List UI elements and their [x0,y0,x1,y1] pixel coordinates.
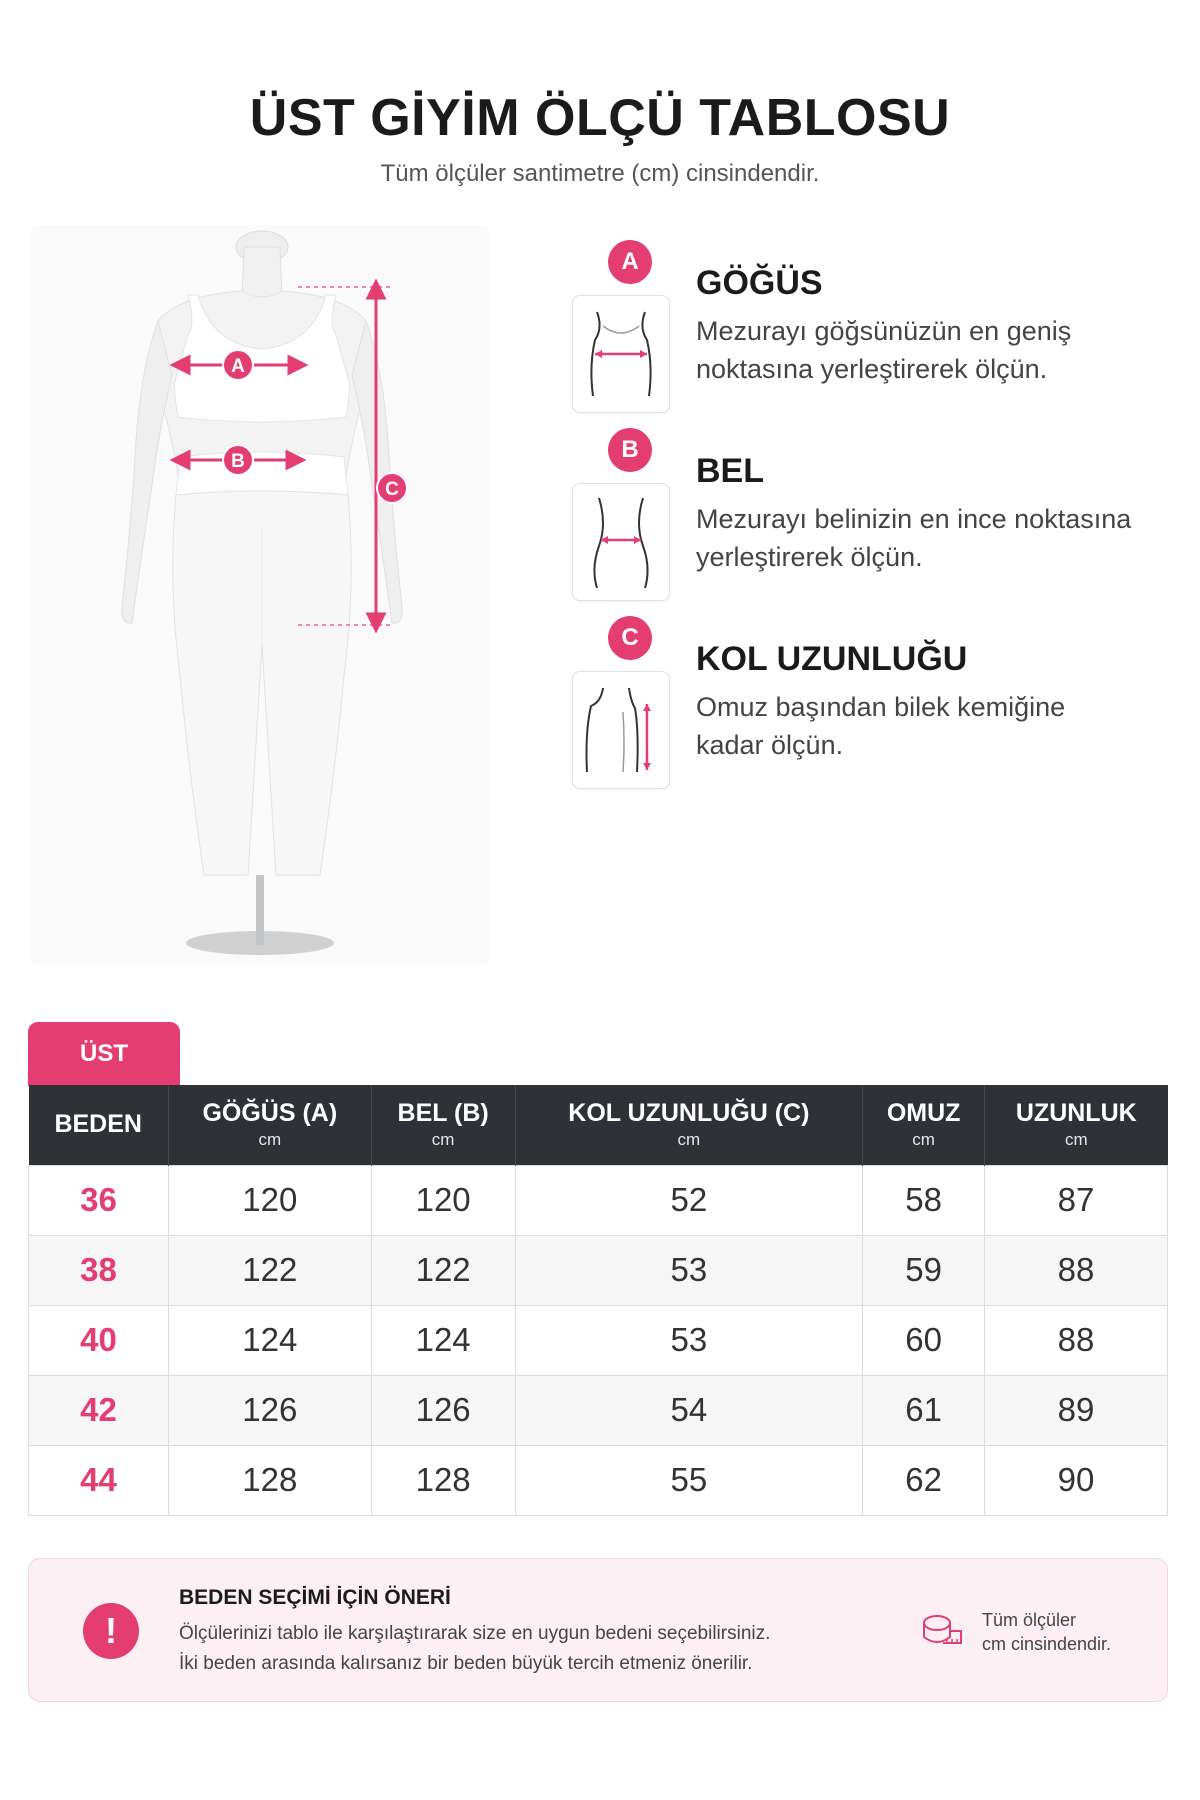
table-cell: 124 [371,1305,515,1375]
tab-ust[interactable]: ÜST [28,1022,180,1086]
note-line: İki beden arasında kalırsanız bir beden büyük tercih etmeniz önerilir. [179,1653,753,1674]
column-header-unit: cm [258,1130,282,1150]
measurement-steps [572,240,1172,804]
size-cell: 40 [29,1305,169,1375]
sleeve-measure-icon [572,671,670,789]
column-header-label: GÖĞÜS (A) [202,1099,338,1128]
chest-measure-icon [572,295,670,413]
table-cell: 122 [168,1235,371,1305]
table-row [29,1305,1168,1375]
note-side-line: Tüm ölçüler [982,1610,1077,1630]
size-cell: 44 [29,1445,169,1515]
step-description-line: Omuz başından bilek kemiğine [696,692,1066,722]
measuring-tape-icon [921,1611,963,1651]
table-cell: 124 [168,1305,371,1375]
column-header-sleeve [515,1085,863,1165]
step-title: KOL UZUNLUĞU [696,640,968,678]
column-header-label: UZUNLUK [1015,1099,1137,1128]
label-a: A [231,356,245,377]
table-cell: 58 [863,1165,985,1235]
size-cell: 42 [29,1375,169,1445]
step-description-line: Mezurayı göğsünüzün en geniş [696,316,1072,346]
size-cell: 36 [29,1165,169,1235]
exclamation-icon: ! [83,1603,139,1659]
page-subtitle: Tüm ölçüler santimetre (cm) cinsindendir. [380,160,820,187]
step-description-line: kadar ölçün. [696,730,844,760]
table-cell: 128 [168,1445,371,1515]
table-cell: 122 [371,1235,515,1305]
table-cell: 126 [371,1375,515,1445]
step-description-line: Mezurayı belinizin en ince noktasına [696,504,1132,534]
table-cell: 90 [985,1445,1168,1515]
step-description [696,312,1166,388]
column-header-unit: cm [677,1130,701,1150]
step-description-line: noktasına yerleştirerek ölçün. [696,354,1048,384]
waist-measure-icon [572,483,670,601]
table-row [29,1235,1168,1305]
table-cell: 120 [371,1165,515,1235]
table-cell: 126 [168,1375,371,1445]
step-badge: A [608,240,652,284]
note-side-line: cm cinsindendir. [982,1634,1112,1654]
table-cell: 89 [985,1375,1168,1445]
table-row [29,1375,1168,1445]
column-header-unit: cm [1064,1130,1088,1150]
step-badge: C [608,616,652,660]
note-title: BEDEN SEÇİMİ İÇİN ÖNERİ [179,1586,451,1609]
mannequin-illustration [30,225,490,965]
table-cell: 120 [168,1165,371,1235]
size-cell: 38 [29,1235,169,1305]
table-row [29,1165,1168,1235]
table-cell: 53 [515,1235,863,1305]
column-header-label: BEDEN [54,1110,142,1139]
step-description [696,500,1166,576]
label-b: B [231,451,245,472]
table-cell: 87 [985,1165,1168,1235]
step-title: BEL [696,452,764,490]
table-cell: 53 [515,1305,863,1375]
step-description [696,688,1166,764]
label-c: C [385,479,399,500]
step-chest [572,240,1172,428]
table-cell: 52 [515,1165,863,1235]
column-header-waist [371,1085,515,1165]
column-header-size [29,1085,169,1165]
table-cell: 88 [985,1305,1168,1375]
step-title: GÖĞÜS [696,264,823,302]
note-side-text [982,1608,1111,1656]
column-header-unit: cm [912,1130,935,1150]
size-table [28,1085,1168,1516]
table-header-row [29,1085,1168,1165]
table-cell: 54 [515,1375,863,1445]
column-header-label: BEL (B) [397,1099,489,1128]
table-cell: 62 [863,1445,985,1515]
table-row [29,1445,1168,1515]
column-header-unit: cm [431,1130,455,1150]
column-header-length [985,1085,1168,1165]
column-header-shoulder [863,1085,985,1165]
size-advice-note [28,1558,1168,1702]
step-waist [572,428,1172,616]
mannequin-figure [30,225,490,965]
step-badge: B [608,428,652,472]
note-line: Ölçülerinizi tablo ile karşılaştırarak size en uygun bedeni seçebilirsiniz. [179,1623,771,1644]
column-header-label: KOL UZUNLUĞU (C) [568,1099,810,1128]
table-cell: 128 [371,1445,515,1515]
table-cell: 88 [985,1235,1168,1305]
step-description-line: yerleştirerek ölçün. [696,542,923,572]
table-cell: 61 [863,1375,985,1445]
table-cell: 60 [863,1305,985,1375]
step-sleeve [572,616,1172,804]
page-title: ÜST GİYİM ÖLÇÜ TABLOSU [249,89,951,147]
column-header-chest [168,1085,371,1165]
table-cell: 55 [515,1445,863,1515]
table-cell: 59 [863,1235,985,1305]
column-header-label: OMUZ [886,1099,961,1128]
